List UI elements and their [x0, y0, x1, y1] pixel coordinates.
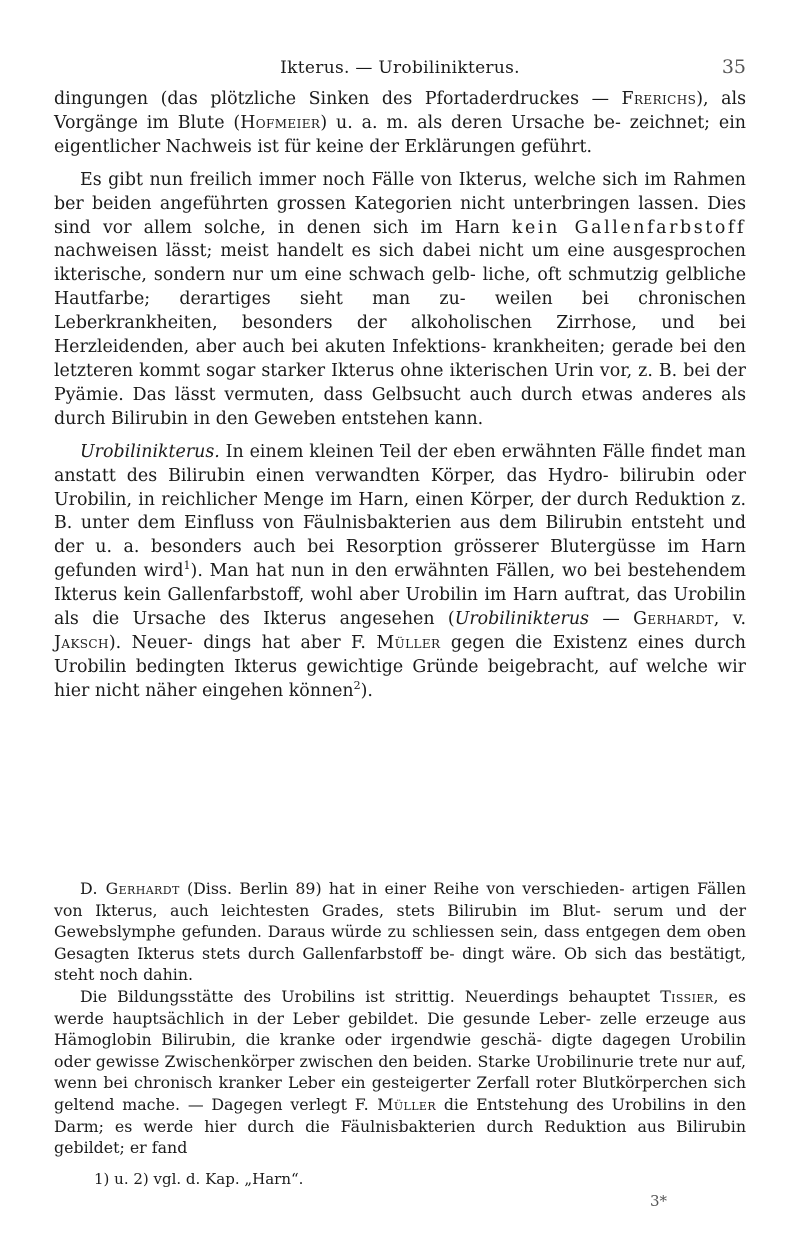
- footnote: 1) u. 2) vgl. d. Kap. „Harn“.: [94, 1170, 304, 1188]
- author-name: F. Müller: [354, 1094, 437, 1114]
- signature-mark: 3*: [650, 1192, 668, 1210]
- author-name: D. Gerhardt: [80, 879, 180, 898]
- paragraph-gallenfarbstoff: Es gibt nun freilich immer noch Fälle von Ikterus, welche sich im Rahmen ber beiden angeführten grossen Kategorien nicht unterbringen lassen. Dies sind vor allem solche, in denen sich im Harn kein Gallenfarbstoff nachweisen lässt; meist handelt es sich dabei nicht um eine ausgesprochen ikterische, sondern nur um eine schwach gelb- liche, oft schmutzig gelbliche Hautfarbe; derartiges sieht man zu- weilen bei chronischen Leberkrankheiten, besonders der alkoholischen Zirrhose, und bei Herzleidenden, aber auch bei akuten Infektions- krankheiten; gerade bei den letzteren kommt sogar starker Ikterus ohne ikterischen Urin vor, z. B. bei der Pyämie. Das lässt vermuten, dass Gelbsucht auch durch etwas anderes als durch Bilirubin in den Geweben entstehen kann.: [54, 169, 746, 429]
- small-print-section: [54, 878, 746, 1159]
- author-name: Müller: [376, 632, 441, 653]
- emphasis-spaced: kein Gallenfarbstoff: [511, 217, 746, 238]
- paragraph-continuation: dingungen (das plötzliche Sinken des Pfortaderdruckes — Frerichs), als Vorgänge im Blute (Hofmeier) u. a. m. als deren Ursache be- zeichnet; ein eigentlicher Nachweis ist für keine der Erklärungen geführt.: [54, 89, 746, 157]
- page-number: 35: [721, 56, 746, 78]
- book-page: [54, 0, 746, 1239]
- author-name: Frerichs: [621, 89, 697, 109]
- section-heading: Urobilinikterus.: [80, 441, 220, 462]
- footnote-ref: 2: [353, 678, 361, 692]
- author-name: Tissier: [660, 986, 714, 1006]
- paragraph-urobilinikterus: Urobilinikterus. In einem kleinen Teil der eben erwähnten Fälle findet man anstatt des Bilirubin einen verwandten Körper, das Hydro- bilirubin oder Urobilin, in reichlicher Menge im Harn, einen Körper, der durch Reduktion z. B. unter dem Einfluss von Fäulnisbakterien aus dem Bilirubin entsteht und der u. a. besonders auch bei Resorption grösserer Blutergüsse im Harn gefunden wird$^1$). Man hat nun in den erwähnten Fällen, wo bei bestehendem Ikterus kein Gallenfarbstoff, wohl aber Urobilin im Harn auftrat, das Urobilin als die Ursache des Ikterus angesehen (Urobilinikterus — Gerhardt, v. Jaksch). Neuer- dings hat aber F. Müller gegen die Existenz eines durch Urobilin bedingten Ikterus gewichtige Gründe beigebracht, auf welche wir hier nicht näher eingehen können$^2$).: [54, 441, 747, 701]
- running-head: [54, 58, 746, 84]
- author-name: Gerhardt: [633, 609, 714, 630]
- author-name: Hofmeier: [240, 112, 321, 133]
- footnote-ref: 1: [183, 559, 191, 573]
- small-paragraph-bildungsstaette: Die Bildungsstätte des Urobilins ist strittig. Neuerdings behauptet Tissier, es werde hauptsächlich in der Leber gebildet. Die gesunde Leber- zelle erzeuge aus Hämoglobin Bilirubin, die kranke oder irgendwie geschä- digte dagegen Urobilin oder gewisse Zwischenkörper zwischen den beiden. Starke Urobilinurie trete nur auf, wenn bei chronisch kranker Leber ein gesteigerter Zerfall roter Blutkörperchen sich geltend mache. — Dagegen verlegt F. Müller die Entstehung des Urobilins in den Darm; es werde hier durch die Fäulnisbakterien durch Reduktion aus Bilirubin gebildet; er fand: [54, 986, 747, 1158]
- small-paragraph-gerhardt: D. Gerhardt (Diss. Berlin 89) hat in einer Reihe von verschieden- artigen Fällen von Ikterus, auch leichtesten Grades, stets Bilirubin im Blut- serum und der Gewebslymphe gefunden. Daraus würde zu schliessen sein, dass entgegen dem oben Gesagten Ikterus stets durch Gallenfarbstoff be- dingt wäre. Ob sich das bestätigt, steht noch dahin.: [54, 879, 746, 985]
- running-title: Ikterus. — Urobilinikterus.: [280, 58, 520, 78]
- main-text: [54, 88, 746, 704]
- author-name: Jaksch: [54, 632, 109, 653]
